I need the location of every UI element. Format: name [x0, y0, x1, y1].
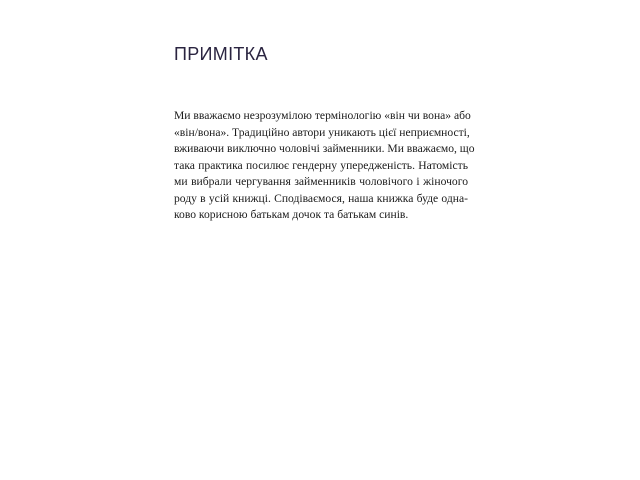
paragraph-line: «він/вона». Традиційно автори уникають цієї неприємності,	[174, 125, 470, 139]
page-title: ПРИМІТКА	[174, 44, 268, 64]
paragraph-line: така практика посилює гендерну упередженість. Натомість	[174, 158, 468, 172]
note-paragraph	[174, 108, 475, 224]
paragraph-line: вживаючи виключно чоловічі займенники. Ми вважаємо, що	[174, 142, 475, 155]
paragraph-line: ми вибрали чергування займенників чоловічого і жіночого	[174, 175, 468, 188]
paragraph-line: Ми вважаємо незрозумілою термінологію «він чи вона» або	[174, 109, 471, 122]
paragraph-line: роду в усій книжці. Сподіваємося, наша книжка буде одна-	[174, 191, 468, 205]
paragraph-line: ково корисною батькам дочок та батькам синів.	[174, 208, 409, 221]
